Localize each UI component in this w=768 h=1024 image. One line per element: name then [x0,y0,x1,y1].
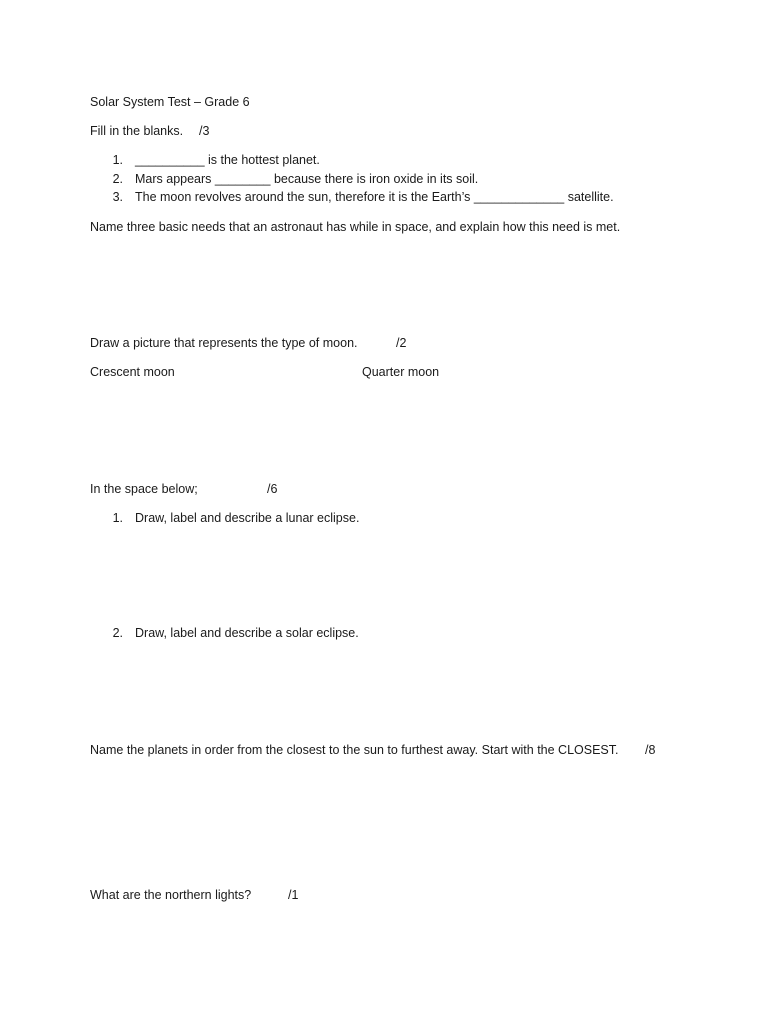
test-title: Solar System Test – Grade 6 [90,95,250,109]
fill-blank-item-number: 3. [112,190,123,204]
fill-blanks-marks: /3 [199,124,210,138]
fill-blank-item: The moon revolves around the sun, therefore it is the Earth’s _____________ satellite. [135,190,614,204]
eclipse-item-number: 2. [112,626,123,640]
fill-blank-item: Mars appears ________ because there is iron oxide in its soil. [135,172,479,186]
fill-blanks-heading: Fill in the blanks. [90,124,184,138]
fill-blank-item: __________ is the hottest planet. [135,153,320,167]
eclipse-item-number: 1. [112,511,123,525]
eclipse-section-marks: /6 [267,482,278,496]
moon-drawing-heading: Draw a picture that represents the type of moon. [90,336,358,350]
eclipse-section-heading: In the space below; [90,482,198,496]
northern-lights-question: What are the northern lights? [90,888,252,902]
fill-blank-item-number: 2. [112,172,123,186]
planets-question: Name the planets in order from the closest to the sun to furthest away. Start with the CLOSEST. [90,743,619,757]
planets-question-marks: /8 [645,743,656,757]
fill-blank-item-number: 1. [112,153,123,167]
quarter-moon-label: Quarter moon [362,365,440,379]
crescent-moon-label: Crescent moon [90,365,175,379]
astronaut-question: Name three basic needs that an astronaut has while in space, and explain how this need is met. [90,220,621,234]
solar-eclipse-item: Draw, label and describe a solar eclipse. [135,626,359,640]
northern-lights-marks: /1 [288,888,299,902]
moon-drawing-marks: /2 [396,336,407,350]
lunar-eclipse-item: Draw, label and describe a lunar eclipse. [135,511,360,525]
